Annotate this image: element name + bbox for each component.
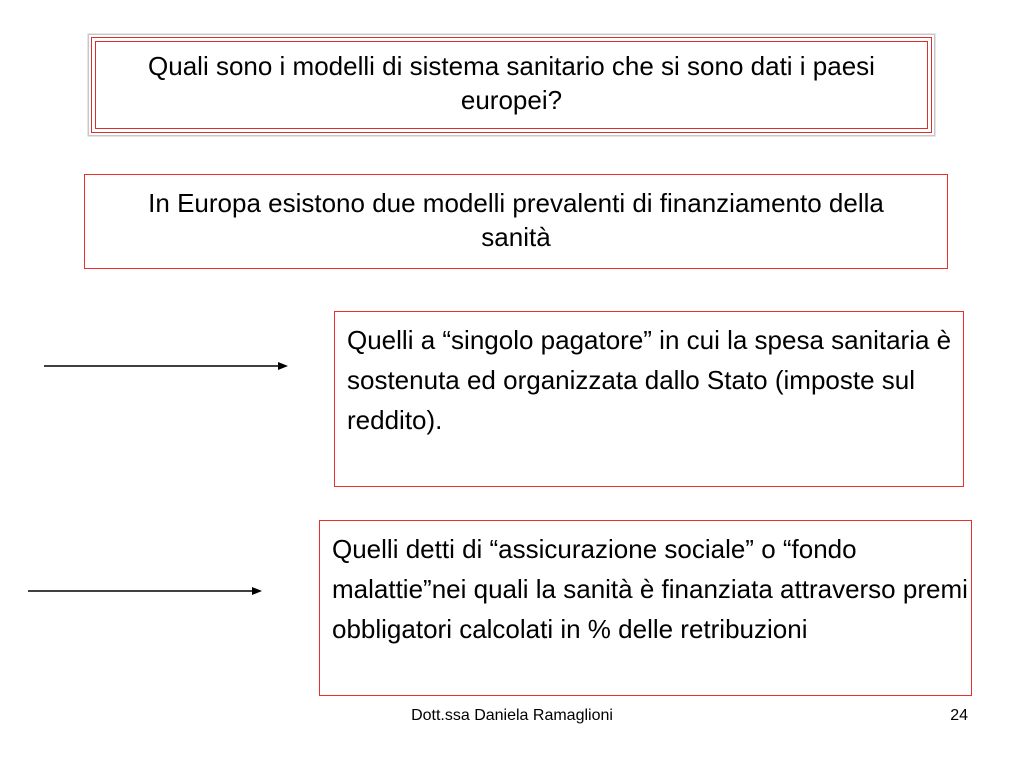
intro-box xyxy=(84,174,948,269)
intro-text: In Europa esistono due modelli prevalenti di finanziamento della sanità xyxy=(148,187,884,252)
model-social-insurance-box xyxy=(319,520,972,696)
slide-title-box xyxy=(91,37,932,133)
model-single-payer-box xyxy=(334,311,964,487)
right-arrow-icon xyxy=(40,358,290,374)
model-social-insurance-text: Quelli detti di “assicurazione sociale” o “fondo malattie”nei quali la sanità è finanziata attraverso premi obbligatori calcolati in % delle retribuzioni xyxy=(332,534,968,644)
page-number: 24 xyxy=(950,707,968,724)
model-single-payer-text: Quelli a “singolo pagatore” in cui la spesa sanitaria è sostenuta ed organizzata dallo Stato (imposte sul reddito). xyxy=(347,325,952,435)
right-arrow-icon xyxy=(24,583,264,599)
footer-author: Dott.ssa Daniela Ramaglioni xyxy=(411,707,613,724)
slide-title: Quali sono i modelli di sistema sanitario che si sono dati i paesi europei? xyxy=(148,51,875,115)
